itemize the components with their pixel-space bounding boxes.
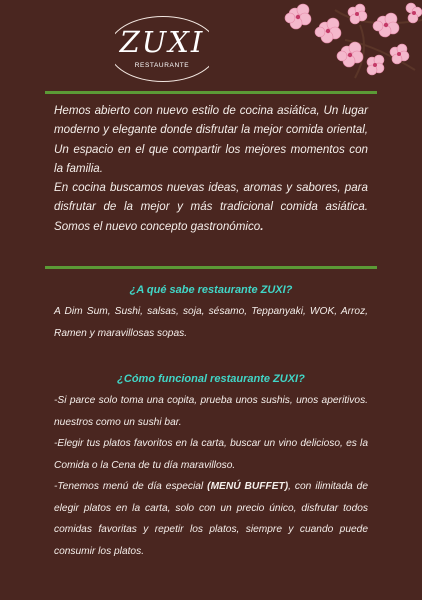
logo-name: ZUXI [119, 25, 205, 59]
intro-paragraph-2: En cocina buscamos nuevas ideas, aromas y sabores, para disfrutar de la mejor y más tradicional comida asiática. Somos el nuevo concepto gastronómico. [54, 181, 368, 233]
logo-subtitle: RESTAURANTE [134, 62, 190, 69]
divider-middle [45, 266, 377, 269]
section-heading-flavors: ¿A qué sabe restaurante ZUXI? [129, 284, 293, 296]
section-heading-how-it-works: ¿Cómo funcional restaurante ZUXI? [117, 373, 305, 385]
section-body-flavors: A Dim Sum, Sushi, salsas, soja, sésamo, Teppanyaki, WOK, Arroz, Ramen y maravillosas sopas. [54, 306, 368, 339]
zuxi-logo [108, 16, 220, 84]
intro-paragraph-1: Hemos abierto con nuevo estilo de cocina asiática, Un lugar moderno y elegante donde disfrutar la mejor comida oriental, Un espacio en el que compartir los mejores momentos con la familia. [54, 104, 368, 175]
intro-text [54, 101, 368, 236]
section-body-how-it-works [54, 390, 368, 562]
how-item-2: -Elegir tus platos favoritos en la carta, buscar un vino delicioso, es la Comida o la Cena de tu día maravilloso. [54, 438, 368, 471]
how-item-1: -Si parce solo toma una copita, prueba unos sushis, unos aperitivos. nuestros como un sushi bar. [54, 395, 368, 428]
cherry-blossom-icon [275, 0, 422, 80]
how-item-3: -Tenemos menú de día especial (MENÚ BUFFET), con ilimitada de elegir platos en la carta, solo con un precio único, disfrutar todos comidas favoritas y repetir los platos, siempre y cuando puede consumir los platos. [54, 481, 368, 557]
divider-top [45, 91, 377, 94]
menu-buffet-label: (MENÚ BUFFET) [207, 481, 289, 492]
